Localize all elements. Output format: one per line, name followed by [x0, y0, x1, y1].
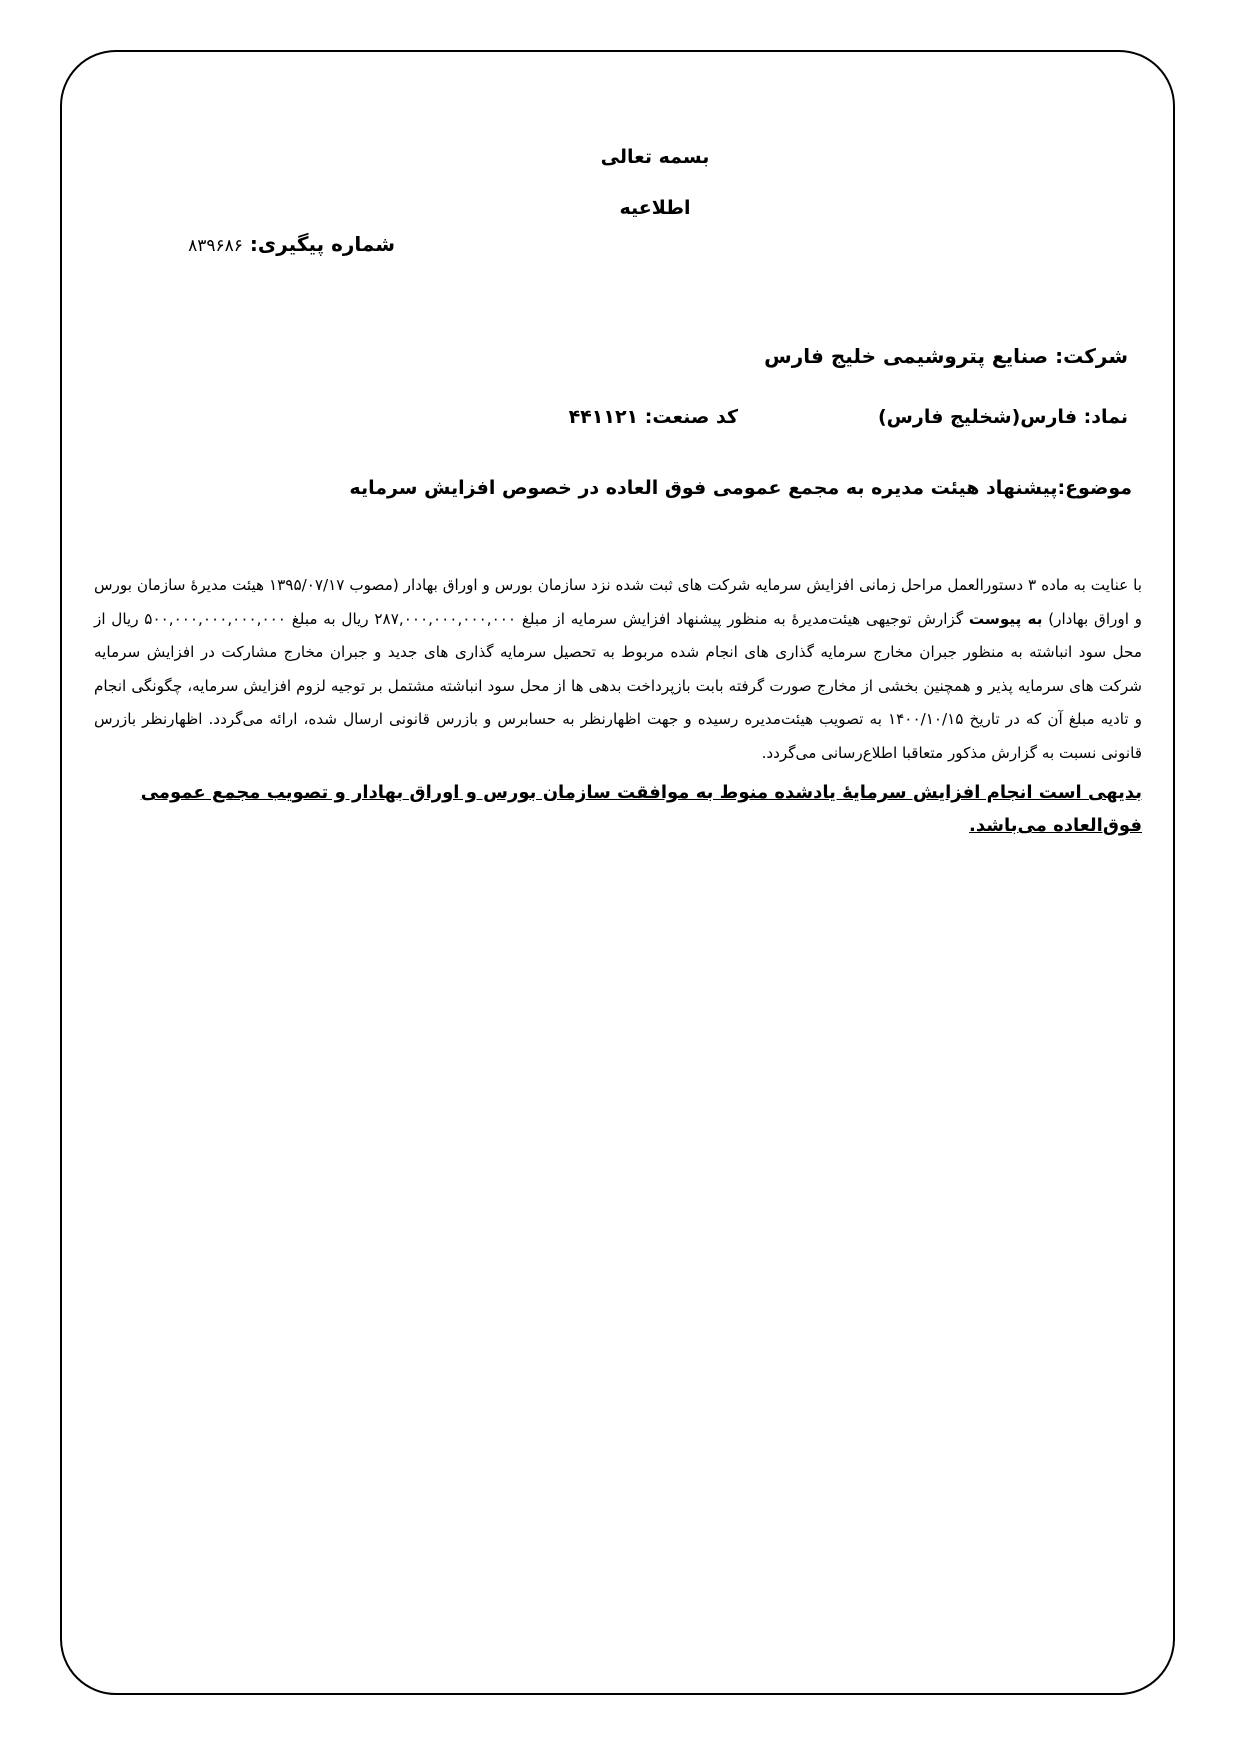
- attachment-emphasis: به پیوست: [968, 609, 1043, 628]
- page-border: [60, 50, 1175, 1695]
- company-name: صنایع پتروشیمی خلیج فارس: [764, 344, 1049, 368]
- body-text-part2: گزارش توجیهی هیئت‌مدیرهٔ به منظور پیشنهاد افزایش سرمایه از مبلغ ۲۸۷,۰۰۰,۰۰۰,۰۰۰,۰۰۰ ریال به مبلغ ۵۰۰,۰۰۰,۰۰۰,۰۰۰,۰۰۰ ریال از محل سود انباشته به منظور جبران مخارج سرمایه گذاری های انجام شده مربوط به تحصیل سرمایه گذاری های جدید و جبران مخارج مشارکت در افزایش سرمایه شرکت های سرمایه پذیر و همچنین بخشی از مخارج صورت گرفته بابت بازپرداخت بدهی ها از محل سود انباشته مشتمل بر توجیه لزوم افزایش سرمایه، چگونگی انجام و تادیه مبلغ آن که در تاریخ ۱۴۰۰/۱۰/۱۵ به تصویب هیئت‌مدیره رسیده و جهت اظهارنظر به حسابرس و بازرس قانونی ارسال شده، ارائه می‌گردد. اظهارنظر بازرس قانونی نسبت به گزارش مذکور متعاقبا اطلاع‌رسانی می‌گردد.: [94, 609, 1142, 762]
- industry-code-line: [569, 406, 738, 428]
- symbol-line: [878, 406, 1128, 428]
- tracking-value: ۸۳۹۶۸۶: [188, 236, 243, 256]
- tracking-label: شماره پیگیری:: [249, 232, 395, 256]
- subject-label: موضوع:: [1057, 477, 1132, 499]
- industry-code-value: ۴۴۱۱۲۱: [568, 406, 639, 428]
- subject-text: پیشنهاد هیئت مدیره به مجمع عمومی فوق العاده در خصوص افزایش سرمایه: [349, 477, 1058, 499]
- subject-line: [349, 477, 1132, 499]
- notice-title: اطلاعیه: [619, 197, 691, 219]
- bismillah-heading: بسمه تعالی: [600, 146, 710, 168]
- company-line: [764, 344, 1128, 368]
- body-paragraph: [94, 569, 1142, 770]
- symbol-value: فارس(شخلیج فارس): [877, 406, 1078, 428]
- tracking-number: [188, 232, 395, 256]
- company-label: شرکت:: [1055, 344, 1128, 368]
- symbol-label: نماد:: [1083, 406, 1128, 428]
- body-text-part1: با عنایت به ماده ۳ دستورالعمل مراحل زمانی افزایش سرمایه شرکت های ثبت شده نزد سازمان بورس و اوراق بهادار (مصوب ۱۳۹۵/۰۷/۱۷ هیئت مدیرهٔ سازمان بورس و اوراق بهادار): [94, 576, 1143, 628]
- footnote-disclaimer: بدیهی است انجام افزایش سرمایهٔ یادشده منوط به موافقت سازمان بورس و اوراق بهادار و تصویب مجمع عمومی فوق‌العاده می‌باشد.: [140, 782, 1142, 836]
- industry-code-label: کد صنعت:: [644, 406, 738, 428]
